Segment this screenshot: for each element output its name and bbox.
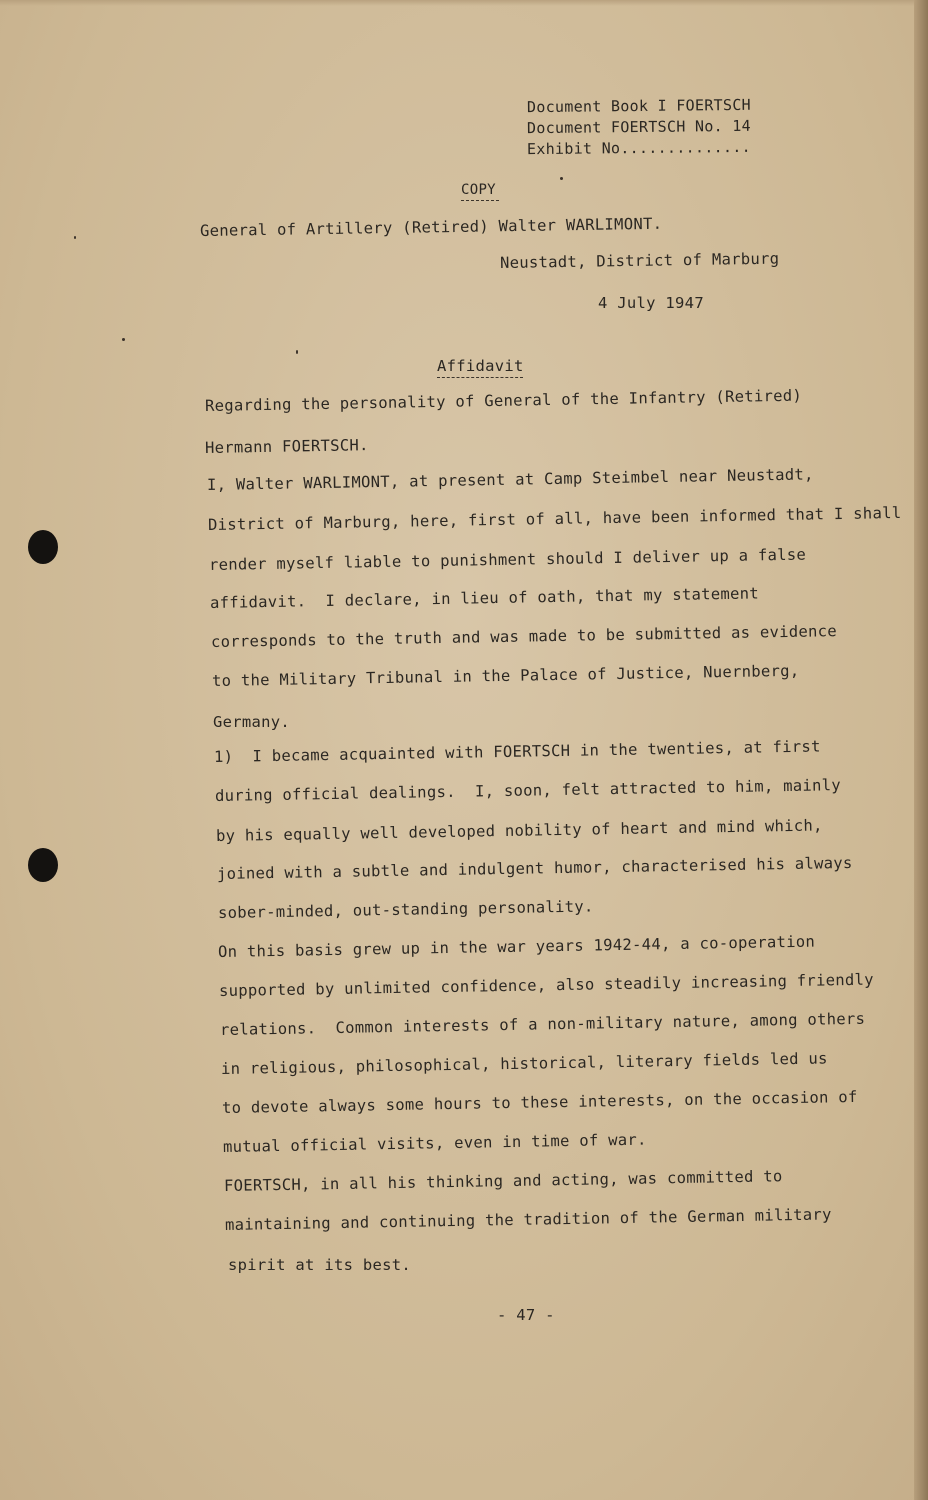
body-line: 1) I became acquainted with FOERTSCH in the twenties, at first — [213, 737, 821, 766]
body-line: affidavit. I declare, in lieu of oath, that my statement — [209, 584, 760, 612]
body-line: joined with a subtle and indulgent humor, characterised his always — [216, 853, 853, 883]
header-document-number: Document FOERTSCH No. 14 — [526, 116, 752, 138]
speck — [74, 236, 76, 239]
title-underline — [437, 377, 523, 379]
punch-hole-lower — [28, 848, 58, 882]
header-exhibit-number: Exhibit No.............. — [526, 137, 752, 159]
page-number: - 47 - — [497, 1306, 555, 1324]
body-line: supported by unlimited confidence, also steadily increasing friendly — [218, 970, 875, 1000]
header-document-book: Document Book I FOERTSCH — [526, 95, 752, 117]
copy-underline — [461, 200, 499, 202]
date-line: 4 July 1947 — [598, 294, 704, 312]
place-line: Neustadt, District of Marburg — [499, 249, 780, 272]
speck — [296, 350, 298, 354]
body-line: spirit at its best. — [228, 1256, 412, 1274]
body-line: by his equally well developed nobility of heart and mind which, — [215, 816, 823, 845]
copy-mark: COPY — [461, 182, 496, 198]
body-line: in religious, philosophical, historical, literary fields led us — [220, 1049, 828, 1078]
body-line: Germany. — [213, 713, 291, 731]
speck — [122, 338, 125, 341]
author-line: General of Artillery (Retired) Walter WARLIMONT. — [199, 214, 663, 240]
body-line: mutual official visits, even in time of war. — [222, 1130, 647, 1156]
body-line: FOERTSCH, in all his thinking and acting, was committed to — [223, 1167, 783, 1195]
body-line: during official dealings. I, soon, felt attracted to him, mainly — [214, 776, 842, 805]
body-line: render myself liable to punishment should I deliver up a false — [208, 545, 807, 574]
body-line: relations. Common interests of a non-military nature, among others — [219, 1009, 866, 1039]
document-title: Affidavit — [437, 357, 524, 375]
body-line: maintaining and continuing the tradition of the German military — [224, 1205, 832, 1234]
speck — [560, 177, 563, 180]
page-right-edge — [914, 0, 928, 1500]
body-line: Hermann FOERTSCH. — [204, 436, 369, 457]
body-line: corresponds to the truth and was made to be submitted as evidence — [210, 622, 838, 651]
body-line: I, Walter WARLIMONT, at present at Camp Steimbel near Neustadt, — [206, 465, 814, 494]
body-line: On this basis grew up in the war years 1942-44, a co-operation — [217, 932, 816, 961]
body-line: to devote always some hours to these interests, on the occasion of — [221, 1087, 858, 1117]
body-line: Regarding the personality of General of the Infantry (Retired) — [204, 386, 803, 415]
body-line: to the Military Tribunal in the Palace of Justice, Nuernberg, — [211, 661, 800, 690]
punch-hole-upper — [28, 530, 58, 564]
body-line: District of Marburg, here, first of all, have been informed that I shall — [207, 503, 902, 534]
body-line: sober-minded, out-standing personality. — [217, 897, 594, 922]
page-top-edge — [0, 0, 928, 6]
